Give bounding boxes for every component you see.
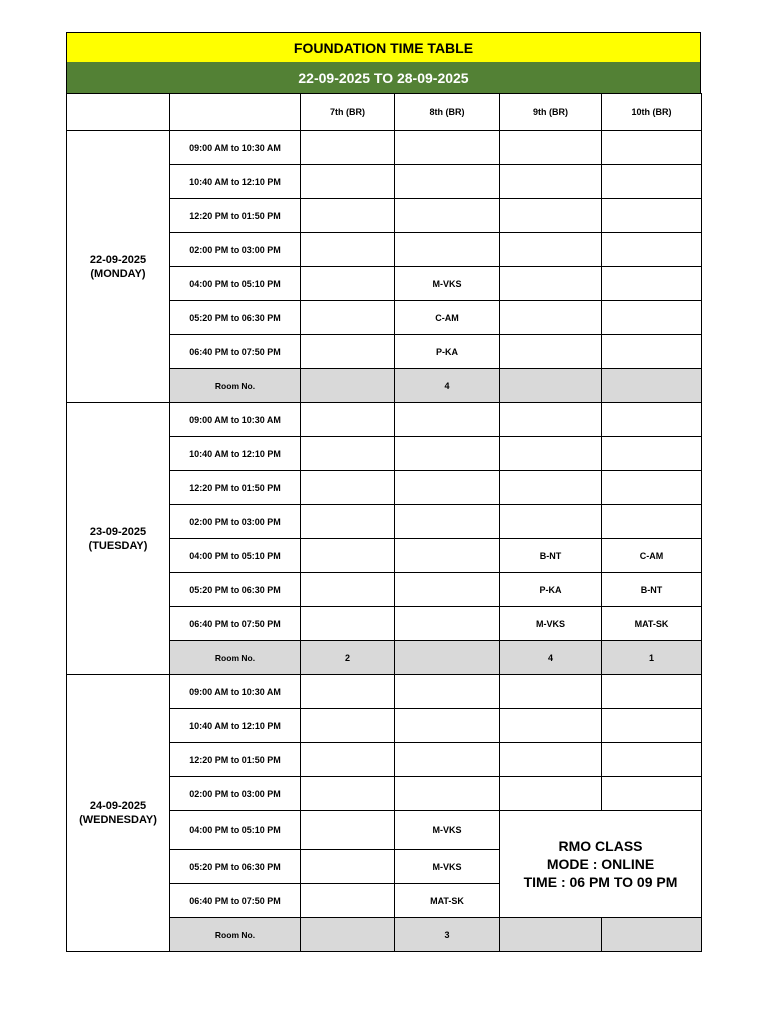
time-slot: 10:40 AM to 12:10 PM	[170, 437, 301, 471]
rmo-notice	[500, 811, 702, 918]
class-cell: MAT-SK	[602, 607, 702, 641]
class-cell	[301, 471, 395, 505]
class-cell	[602, 165, 702, 199]
class-cell	[500, 777, 602, 811]
class-cell	[301, 267, 395, 301]
time-slot: 09:00 AM to 10:30 AM	[170, 403, 301, 437]
class-cell	[395, 675, 500, 709]
room-label: Room No.	[170, 641, 301, 675]
class-cell	[500, 709, 602, 743]
class-cell	[301, 403, 395, 437]
time-slot: 02:00 PM to 03:00 PM	[170, 233, 301, 267]
time-slot: 10:40 AM to 12:10 PM	[170, 165, 301, 199]
room-cell: 4	[395, 369, 500, 403]
class-cell	[602, 505, 702, 539]
table-row	[67, 403, 702, 437]
class-cell: B-NT	[500, 539, 602, 573]
header-row	[67, 94, 702, 131]
time-slot: 02:00 PM to 03:00 PM	[170, 505, 301, 539]
timetable-sheet	[66, 32, 701, 961]
class-cell	[602, 267, 702, 301]
day-cell	[67, 131, 170, 403]
rmo-notice-line: RMO CLASS	[558, 838, 643, 854]
class-cell: M-VKS	[395, 811, 500, 850]
class-cell	[301, 301, 395, 335]
header-blank-day	[67, 94, 170, 131]
class-cell	[500, 335, 602, 369]
class-cell	[602, 675, 702, 709]
class-cell	[500, 233, 602, 267]
class-cell	[395, 437, 500, 471]
class-cell	[395, 505, 500, 539]
class-cell	[301, 233, 395, 267]
class-cell	[500, 267, 602, 301]
day-date: 22-09-2025	[89, 253, 147, 266]
time-slot: 10:40 AM to 12:10 PM	[170, 709, 301, 743]
class-cell	[602, 743, 702, 777]
room-cell: 3	[395, 918, 500, 952]
room-cell: 2	[301, 641, 395, 675]
class-cell	[500, 743, 602, 777]
class-cell	[395, 131, 500, 165]
time-slot: 12:20 PM to 01:50 PM	[170, 199, 301, 233]
room-cell: 4	[500, 641, 602, 675]
class-cell	[395, 233, 500, 267]
class-cell	[301, 743, 395, 777]
class-cell	[500, 165, 602, 199]
class-cell	[301, 199, 395, 233]
day-weekday: (MONDAY)	[90, 267, 146, 280]
time-slot: 05:20 PM to 06:30 PM	[170, 850, 301, 884]
class-cell	[500, 471, 602, 505]
room-cell	[301, 369, 395, 403]
class-cell: M-VKS	[500, 607, 602, 641]
room-cell	[500, 918, 602, 952]
class-cell	[602, 471, 702, 505]
class-cell: MAT-SK	[395, 884, 500, 918]
class-cell	[395, 403, 500, 437]
rmo-notice-line: TIME : 06 PM TO 09 PM	[523, 874, 678, 890]
room-label: Room No.	[170, 918, 301, 952]
class-cell	[301, 131, 395, 165]
class-cell	[395, 573, 500, 607]
column-header: 10th (BR)	[602, 94, 702, 131]
class-cell	[301, 335, 395, 369]
time-slot: 05:20 PM to 06:30 PM	[170, 573, 301, 607]
room-cell	[602, 369, 702, 403]
class-cell: B-NT	[602, 573, 702, 607]
room-cell	[395, 641, 500, 675]
day-cell	[67, 403, 170, 675]
class-cell	[500, 403, 602, 437]
class-cell	[602, 131, 702, 165]
class-cell	[500, 505, 602, 539]
class-cell	[301, 850, 395, 884]
class-cell	[500, 675, 602, 709]
class-cell	[301, 437, 395, 471]
class-cell	[602, 709, 702, 743]
class-cell	[301, 573, 395, 607]
column-header: 7th (BR)	[301, 94, 395, 131]
time-slot: 12:20 PM to 01:50 PM	[170, 471, 301, 505]
class-cell	[500, 199, 602, 233]
class-cell	[301, 505, 395, 539]
class-cell	[602, 437, 702, 471]
day-date: 24-09-2025	[89, 800, 147, 812]
class-cell	[301, 539, 395, 573]
class-cell	[395, 539, 500, 573]
date-range: 22-09-2025 TO 28-09-2025	[66, 62, 701, 94]
class-cell: M-VKS	[395, 850, 500, 884]
day-weekday: (WEDNESDAY)	[79, 814, 157, 826]
class-cell	[395, 199, 500, 233]
header-blank-slot	[170, 94, 301, 131]
room-cell	[301, 918, 395, 952]
table-row	[67, 131, 702, 165]
column-header: 8th (BR)	[395, 94, 500, 131]
class-cell	[602, 777, 702, 811]
time-slot: 12:20 PM to 01:50 PM	[170, 743, 301, 777]
time-slot: 04:00 PM to 05:10 PM	[170, 267, 301, 301]
class-cell	[602, 199, 702, 233]
class-cell: P-KA	[395, 335, 500, 369]
class-cell	[602, 403, 702, 437]
time-slot: 05:20 PM to 06:30 PM	[170, 301, 301, 335]
class-cell: C-AM	[395, 301, 500, 335]
room-cell: 1	[602, 641, 702, 675]
room-cell	[602, 918, 702, 952]
class-cell	[301, 165, 395, 199]
class-cell: C-AM	[602, 539, 702, 573]
day-cell	[67, 675, 170, 952]
rmo-notice-line: MODE : ONLINE	[546, 856, 655, 872]
time-slot: 02:00 PM to 03:00 PM	[170, 777, 301, 811]
day-weekday: (TUESDAY)	[88, 539, 148, 552]
class-cell	[301, 607, 395, 641]
time-slot: 06:40 PM to 07:50 PM	[170, 335, 301, 369]
class-cell	[395, 165, 500, 199]
class-cell	[602, 233, 702, 267]
class-cell	[602, 335, 702, 369]
time-slot: 04:00 PM to 05:10 PM	[170, 811, 301, 850]
class-cell	[395, 743, 500, 777]
class-cell	[602, 301, 702, 335]
room-cell	[500, 369, 602, 403]
time-slot: 09:00 AM to 10:30 AM	[170, 675, 301, 709]
day-date: 23-09-2025	[89, 525, 147, 538]
time-slot: 09:00 AM to 10:30 AM	[170, 131, 301, 165]
time-slot: 04:00 PM to 05:10 PM	[170, 539, 301, 573]
class-cell	[500, 301, 602, 335]
time-slot: 06:40 PM to 07:50 PM	[170, 607, 301, 641]
timetable-grid	[66, 93, 702, 952]
class-cell	[395, 607, 500, 641]
timetable-title: FOUNDATION TIME TABLE	[66, 32, 701, 63]
class-cell	[301, 811, 395, 850]
class-cell: M-VKS	[395, 267, 500, 301]
class-cell	[301, 675, 395, 709]
class-cell	[500, 437, 602, 471]
class-cell	[301, 884, 395, 918]
time-slot: 06:40 PM to 07:50 PM	[170, 884, 301, 918]
class-cell	[395, 777, 500, 811]
class-cell	[395, 709, 500, 743]
class-cell	[301, 709, 395, 743]
room-label: Room No.	[170, 369, 301, 403]
class-cell	[500, 131, 602, 165]
table-row	[67, 675, 702, 709]
column-header: 9th (BR)	[500, 94, 602, 131]
class-cell: P-KA	[500, 573, 602, 607]
class-cell	[301, 777, 395, 811]
class-cell	[395, 471, 500, 505]
